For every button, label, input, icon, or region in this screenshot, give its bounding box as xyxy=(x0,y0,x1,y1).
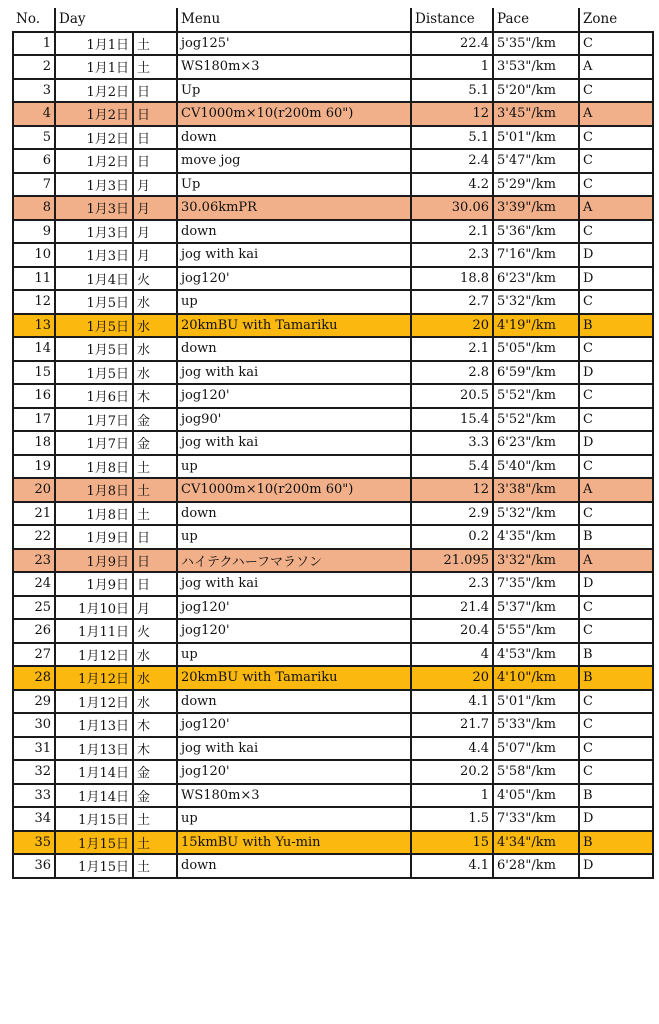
cell-zone: C xyxy=(579,337,653,361)
cell-pace: 3'39"/km xyxy=(493,196,579,220)
cell-date: 1月5日 xyxy=(55,361,133,385)
training-log-table xyxy=(12,8,654,879)
cell-zone: B xyxy=(579,525,653,549)
cell-pace: 3'32"/km xyxy=(493,549,579,573)
cell-weekday: 水 xyxy=(133,666,177,690)
cell-distance: 1 xyxy=(411,784,493,808)
table-row xyxy=(13,102,653,126)
cell-weekday: 火 xyxy=(133,267,177,291)
cell-zone: A xyxy=(579,549,653,573)
cell-weekday: 金 xyxy=(133,431,177,455)
cell-weekday: 水 xyxy=(133,314,177,338)
cell-distance: 4 xyxy=(411,643,493,667)
cell-weekday: 土 xyxy=(133,854,177,878)
cell-date: 1月9日 xyxy=(55,572,133,596)
cell-pace: 5'29"/km xyxy=(493,173,579,197)
table-row xyxy=(13,408,653,432)
table-row xyxy=(13,760,653,784)
cell-distance: 2.4 xyxy=(411,149,493,173)
table-row xyxy=(13,643,653,667)
cell-menu: up xyxy=(177,525,411,549)
table-row xyxy=(13,549,653,573)
cell-zone: C xyxy=(579,690,653,714)
cell-date: 1月5日 xyxy=(55,314,133,338)
cell-distance: 20.5 xyxy=(411,384,493,408)
cell-weekday: 日 xyxy=(133,149,177,173)
cell-zone: D xyxy=(579,431,653,455)
cell-date: 1月8日 xyxy=(55,455,133,479)
cell-distance: 4.2 xyxy=(411,173,493,197)
cell-date: 1月12日 xyxy=(55,666,133,690)
cell-pace: 4'05"/km xyxy=(493,784,579,808)
cell-menu: down xyxy=(177,854,411,878)
cell-menu: CV1000m×10(r200m 60") xyxy=(177,102,411,126)
cell-pace: 3'45"/km xyxy=(493,102,579,126)
cell-no: 4 xyxy=(13,102,55,126)
cell-date: 1月8日 xyxy=(55,478,133,502)
cell-menu: jog120' xyxy=(177,760,411,784)
cell-distance: 2.1 xyxy=(411,337,493,361)
cell-distance: 1.5 xyxy=(411,807,493,831)
cell-menu: jog120' xyxy=(177,596,411,620)
cell-zone: C xyxy=(579,408,653,432)
cell-pace: 7'33"/km xyxy=(493,807,579,831)
table-row xyxy=(13,831,653,855)
cell-pace: 4'10"/km xyxy=(493,666,579,690)
table-row xyxy=(13,854,653,878)
cell-pace: 6'59"/km xyxy=(493,361,579,385)
cell-date: 1月3日 xyxy=(55,243,133,267)
cell-weekday: 金 xyxy=(133,760,177,784)
table-row xyxy=(13,220,653,244)
cell-distance: 12 xyxy=(411,102,493,126)
cell-pace: 5'20"/km xyxy=(493,79,579,103)
cell-date: 1月13日 xyxy=(55,737,133,761)
cell-date: 1月5日 xyxy=(55,290,133,314)
cell-menu: 15kmBU with Yu-min xyxy=(177,831,411,855)
cell-zone: C xyxy=(579,220,653,244)
table-row xyxy=(13,173,653,197)
cell-date: 1月7日 xyxy=(55,431,133,455)
cell-no: 31 xyxy=(13,737,55,761)
cell-zone: C xyxy=(579,149,653,173)
header-day: Day xyxy=(55,8,177,32)
cell-pace: 6'23"/km xyxy=(493,267,579,291)
cell-weekday: 月 xyxy=(133,173,177,197)
cell-menu: jog125' xyxy=(177,32,411,56)
cell-pace: 4'53"/km xyxy=(493,643,579,667)
table-row xyxy=(13,807,653,831)
cell-menu: CV1000m×10(r200m 60") xyxy=(177,478,411,502)
cell-no: 21 xyxy=(13,502,55,526)
cell-no: 26 xyxy=(13,619,55,643)
cell-menu: jog with kai xyxy=(177,737,411,761)
cell-menu: ハイテクハーフマラソン xyxy=(177,549,411,573)
cell-zone: B xyxy=(579,831,653,855)
cell-distance: 15.4 xyxy=(411,408,493,432)
cell-date: 1月15日 xyxy=(55,831,133,855)
cell-menu: jog with kai xyxy=(177,431,411,455)
cell-distance: 4.1 xyxy=(411,690,493,714)
cell-pace: 5'01"/km xyxy=(493,126,579,150)
cell-weekday: 土 xyxy=(133,478,177,502)
cell-zone: C xyxy=(579,455,653,479)
table-row xyxy=(13,290,653,314)
cell-zone: C xyxy=(579,737,653,761)
cell-no: 34 xyxy=(13,807,55,831)
cell-distance: 30.06 xyxy=(411,196,493,220)
cell-weekday: 日 xyxy=(133,79,177,103)
cell-date: 1月2日 xyxy=(55,126,133,150)
cell-menu: Up xyxy=(177,173,411,197)
cell-distance: 22.4 xyxy=(411,32,493,56)
cell-no: 11 xyxy=(13,267,55,291)
cell-weekday: 水 xyxy=(133,361,177,385)
cell-date: 1月2日 xyxy=(55,149,133,173)
cell-menu: down xyxy=(177,126,411,150)
cell-zone: D xyxy=(579,243,653,267)
cell-weekday: 日 xyxy=(133,102,177,126)
cell-weekday: 土 xyxy=(133,502,177,526)
table-row xyxy=(13,267,653,291)
cell-pace: 5'52"/km xyxy=(493,408,579,432)
table-row xyxy=(13,384,653,408)
cell-pace: 4'34"/km xyxy=(493,831,579,855)
cell-weekday: 金 xyxy=(133,784,177,808)
cell-date: 1月12日 xyxy=(55,643,133,667)
cell-no: 18 xyxy=(13,431,55,455)
cell-distance: 2.9 xyxy=(411,502,493,526)
cell-date: 1月15日 xyxy=(55,854,133,878)
cell-no: 25 xyxy=(13,596,55,620)
cell-date: 1月1日 xyxy=(55,55,133,79)
cell-date: 1月4日 xyxy=(55,267,133,291)
cell-no: 27 xyxy=(13,643,55,667)
cell-weekday: 日 xyxy=(133,572,177,596)
cell-menu: 20kmBU with Tamariku xyxy=(177,314,411,338)
cell-menu: down xyxy=(177,337,411,361)
cell-pace: 5'47"/km xyxy=(493,149,579,173)
table-row xyxy=(13,337,653,361)
table-row xyxy=(13,502,653,526)
cell-date: 1月9日 xyxy=(55,525,133,549)
cell-date: 1月8日 xyxy=(55,502,133,526)
table-row xyxy=(13,455,653,479)
cell-date: 1月3日 xyxy=(55,173,133,197)
cell-no: 20 xyxy=(13,478,55,502)
cell-weekday: 木 xyxy=(133,713,177,737)
cell-menu: jog120' xyxy=(177,619,411,643)
cell-zone: C xyxy=(579,79,653,103)
cell-date: 1月11日 xyxy=(55,619,133,643)
cell-pace: 3'53"/km xyxy=(493,55,579,79)
cell-no: 14 xyxy=(13,337,55,361)
cell-no: 28 xyxy=(13,666,55,690)
cell-date: 1月3日 xyxy=(55,220,133,244)
cell-weekday: 水 xyxy=(133,290,177,314)
cell-distance: 18.8 xyxy=(411,267,493,291)
cell-date: 1月13日 xyxy=(55,713,133,737)
cell-pace: 7'35"/km xyxy=(493,572,579,596)
cell-zone: A xyxy=(579,55,653,79)
cell-weekday: 月 xyxy=(133,596,177,620)
cell-zone: D xyxy=(579,854,653,878)
table-body xyxy=(13,32,653,878)
cell-date: 1月7日 xyxy=(55,408,133,432)
cell-zone: C xyxy=(579,502,653,526)
cell-menu: up xyxy=(177,290,411,314)
cell-distance: 21.4 xyxy=(411,596,493,620)
header-row xyxy=(13,8,653,32)
cell-distance: 12 xyxy=(411,478,493,502)
cell-pace: 5'58"/km xyxy=(493,760,579,784)
cell-date: 1月1日 xyxy=(55,32,133,56)
cell-no: 7 xyxy=(13,173,55,197)
header-pace: Pace xyxy=(493,8,579,32)
cell-zone: B xyxy=(579,784,653,808)
cell-zone: D xyxy=(579,572,653,596)
cell-zone: A xyxy=(579,196,653,220)
cell-no: 32 xyxy=(13,760,55,784)
cell-zone: C xyxy=(579,290,653,314)
cell-weekday: 日 xyxy=(133,126,177,150)
cell-zone: C xyxy=(579,32,653,56)
cell-distance: 1 xyxy=(411,55,493,79)
table-row xyxy=(13,196,653,220)
cell-distance: 5.1 xyxy=(411,126,493,150)
cell-date: 1月9日 xyxy=(55,549,133,573)
cell-no: 35 xyxy=(13,831,55,855)
cell-zone: C xyxy=(579,173,653,197)
cell-no: 29 xyxy=(13,690,55,714)
cell-menu: up xyxy=(177,643,411,667)
cell-zone: B xyxy=(579,666,653,690)
cell-date: 1月14日 xyxy=(55,784,133,808)
table-row xyxy=(13,596,653,620)
cell-pace: 6'23"/km xyxy=(493,431,579,455)
cell-date: 1月10日 xyxy=(55,596,133,620)
cell-distance: 5.1 xyxy=(411,79,493,103)
cell-weekday: 土 xyxy=(133,32,177,56)
cell-distance: 20.2 xyxy=(411,760,493,784)
cell-no: 30 xyxy=(13,713,55,737)
table-row xyxy=(13,361,653,385)
cell-distance: 2.7 xyxy=(411,290,493,314)
table-row xyxy=(13,55,653,79)
cell-menu: jog with kai xyxy=(177,572,411,596)
cell-zone: C xyxy=(579,619,653,643)
cell-pace: 5'32"/km xyxy=(493,502,579,526)
cell-weekday: 水 xyxy=(133,643,177,667)
cell-pace: 4'19"/km xyxy=(493,314,579,338)
table-row xyxy=(13,431,653,455)
cell-menu: down xyxy=(177,690,411,714)
cell-zone: A xyxy=(579,478,653,502)
table-row xyxy=(13,666,653,690)
cell-distance: 20.4 xyxy=(411,619,493,643)
cell-weekday: 木 xyxy=(133,737,177,761)
cell-menu: jog120' xyxy=(177,267,411,291)
cell-pace: 3'38"/km xyxy=(493,478,579,502)
cell-weekday: 土 xyxy=(133,807,177,831)
cell-menu: jog90' xyxy=(177,408,411,432)
cell-pace: 5'55"/km xyxy=(493,619,579,643)
header-zone: Zone xyxy=(579,8,653,32)
cell-pace: 7'16"/km xyxy=(493,243,579,267)
cell-no: 10 xyxy=(13,243,55,267)
cell-menu: move jog xyxy=(177,149,411,173)
cell-weekday: 金 xyxy=(133,408,177,432)
cell-weekday: 日 xyxy=(133,549,177,573)
cell-no: 5 xyxy=(13,126,55,150)
cell-no: 19 xyxy=(13,455,55,479)
table-row xyxy=(13,79,653,103)
cell-pace: 5'01"/km xyxy=(493,690,579,714)
cell-weekday: 土 xyxy=(133,831,177,855)
cell-distance: 21.095 xyxy=(411,549,493,573)
cell-distance: 0.2 xyxy=(411,525,493,549)
cell-menu: down xyxy=(177,502,411,526)
table-row xyxy=(13,32,653,56)
cell-menu: jog120' xyxy=(177,384,411,408)
cell-menu: 20kmBU with Tamariku xyxy=(177,666,411,690)
cell-date: 1月3日 xyxy=(55,196,133,220)
cell-zone: C xyxy=(579,760,653,784)
cell-distance: 5.4 xyxy=(411,455,493,479)
cell-date: 1月6日 xyxy=(55,384,133,408)
cell-no: 24 xyxy=(13,572,55,596)
table-row xyxy=(13,572,653,596)
cell-weekday: 日 xyxy=(133,525,177,549)
cell-no: 17 xyxy=(13,408,55,432)
cell-menu: Up xyxy=(177,79,411,103)
cell-pace: 6'28"/km xyxy=(493,854,579,878)
cell-weekday: 土 xyxy=(133,455,177,479)
cell-zone: C xyxy=(579,713,653,737)
cell-distance: 20 xyxy=(411,666,493,690)
cell-date: 1月2日 xyxy=(55,102,133,126)
cell-pace: 5'52"/km xyxy=(493,384,579,408)
cell-pace: 5'33"/km xyxy=(493,713,579,737)
cell-weekday: 月 xyxy=(133,220,177,244)
header-no: No. xyxy=(13,8,55,32)
cell-date: 1月15日 xyxy=(55,807,133,831)
table-row xyxy=(13,619,653,643)
cell-zone: C xyxy=(579,126,653,150)
cell-zone: D xyxy=(579,361,653,385)
header-distance: Distance xyxy=(411,8,493,32)
cell-weekday: 月 xyxy=(133,243,177,267)
cell-distance: 2.3 xyxy=(411,572,493,596)
cell-menu: up xyxy=(177,455,411,479)
cell-no: 3 xyxy=(13,79,55,103)
cell-weekday: 火 xyxy=(133,619,177,643)
cell-weekday: 土 xyxy=(133,55,177,79)
cell-distance: 2.8 xyxy=(411,361,493,385)
table-row xyxy=(13,737,653,761)
cell-zone: C xyxy=(579,384,653,408)
cell-menu: down xyxy=(177,220,411,244)
cell-no: 36 xyxy=(13,854,55,878)
cell-no: 15 xyxy=(13,361,55,385)
cell-zone: D xyxy=(579,807,653,831)
cell-date: 1月14日 xyxy=(55,760,133,784)
table-row xyxy=(13,314,653,338)
cell-date: 1月12日 xyxy=(55,690,133,714)
cell-pace: 5'35"/km xyxy=(493,32,579,56)
cell-weekday: 木 xyxy=(133,384,177,408)
cell-weekday: 月 xyxy=(133,196,177,220)
table-row xyxy=(13,126,653,150)
table-header xyxy=(13,8,653,32)
cell-menu: up xyxy=(177,807,411,831)
cell-pace: 5'40"/km xyxy=(493,455,579,479)
cell-no: 23 xyxy=(13,549,55,573)
cell-pace: 4'35"/km xyxy=(493,525,579,549)
cell-pace: 5'07"/km xyxy=(493,737,579,761)
cell-no: 1 xyxy=(13,32,55,56)
cell-distance: 2.3 xyxy=(411,243,493,267)
cell-pace: 5'36"/km xyxy=(493,220,579,244)
table-row xyxy=(13,243,653,267)
cell-no: 2 xyxy=(13,55,55,79)
cell-menu: jog with kai xyxy=(177,243,411,267)
cell-zone: A xyxy=(579,102,653,126)
cell-distance: 4.4 xyxy=(411,737,493,761)
cell-no: 22 xyxy=(13,525,55,549)
cell-date: 1月2日 xyxy=(55,79,133,103)
cell-weekday: 水 xyxy=(133,337,177,361)
cell-date: 1月5日 xyxy=(55,337,133,361)
cell-zone: C xyxy=(579,596,653,620)
cell-zone: B xyxy=(579,314,653,338)
cell-weekday: 水 xyxy=(133,690,177,714)
cell-no: 9 xyxy=(13,220,55,244)
cell-distance: 4.1 xyxy=(411,854,493,878)
cell-no: 6 xyxy=(13,149,55,173)
table-row xyxy=(13,690,653,714)
cell-distance: 3.3 xyxy=(411,431,493,455)
cell-pace: 5'05"/km xyxy=(493,337,579,361)
cell-no: 13 xyxy=(13,314,55,338)
cell-distance: 2.1 xyxy=(411,220,493,244)
cell-pace: 5'32"/km xyxy=(493,290,579,314)
table-row xyxy=(13,478,653,502)
cell-zone: D xyxy=(579,267,653,291)
cell-menu: 30.06kmPR xyxy=(177,196,411,220)
cell-no: 12 xyxy=(13,290,55,314)
cell-menu: jog with kai xyxy=(177,361,411,385)
header-menu: Menu xyxy=(177,8,411,32)
table-row xyxy=(13,784,653,808)
table-row xyxy=(13,525,653,549)
cell-distance: 15 xyxy=(411,831,493,855)
cell-distance: 20 xyxy=(411,314,493,338)
cell-distance: 21.7 xyxy=(411,713,493,737)
cell-menu: jog120' xyxy=(177,713,411,737)
cell-no: 33 xyxy=(13,784,55,808)
table-row xyxy=(13,149,653,173)
cell-no: 8 xyxy=(13,196,55,220)
cell-pace: 5'37"/km xyxy=(493,596,579,620)
cell-zone: B xyxy=(579,643,653,667)
cell-no: 16 xyxy=(13,384,55,408)
cell-menu: WS180m×3 xyxy=(177,55,411,79)
cell-menu: WS180m×3 xyxy=(177,784,411,808)
table-row xyxy=(13,713,653,737)
